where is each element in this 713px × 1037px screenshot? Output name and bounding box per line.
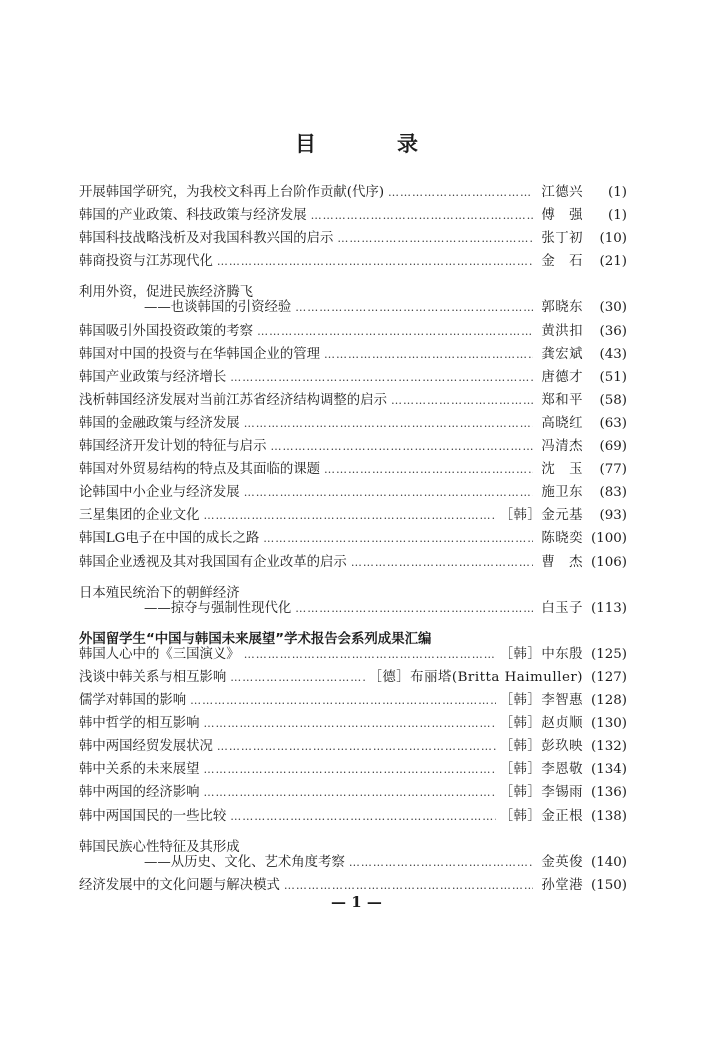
entry-page: (93) [599, 508, 627, 524]
entry-page: (138) [590, 808, 627, 824]
entry-title: 浅析韩国经济发展对当前江苏省经济结构调整的启示 [79, 392, 387, 408]
toc-list [79, 181, 627, 897]
entry-author: 孙堂港 [541, 877, 583, 893]
toc-entry[interactable] [79, 666, 627, 689]
toc-entry[interactable] [79, 574, 627, 601]
leader-dots [295, 296, 533, 319]
entry-title: 韩中哲学的相互影响 [79, 716, 200, 732]
entry-author: 沈 玉 [541, 462, 583, 478]
leader-dots [230, 366, 533, 389]
entry-title: 日本殖民统治下的朝鲜经济 [79, 585, 240, 601]
toc-entry[interactable] [79, 458, 627, 481]
entry-title: 韩国经济开发计划的特征与启示 [79, 439, 267, 455]
entry-author: 郑和平 [541, 392, 583, 408]
toc-entry[interactable] [79, 389, 627, 412]
toc-subentry[interactable] [79, 296, 627, 319]
leader-dots [257, 320, 533, 343]
leader-dots [263, 527, 533, 550]
entry-title: 韩国对中国的投资与在华韩国企业的管理 [79, 346, 321, 362]
entry-author: 江德兴 [541, 185, 583, 200]
entry-title: 韩国企业透视及其对我国国有企业改革的启示 [79, 554, 347, 570]
entry-author: ［韩］彭玖映 [499, 739, 583, 755]
entry-page: (43) [599, 346, 627, 362]
toc-entry[interactable] [79, 181, 627, 204]
leader-dots [204, 712, 496, 735]
entry-title: 浅谈中韩关系与相互影响 [79, 669, 227, 685]
leader-dots [204, 758, 496, 781]
toc-subentry[interactable] [79, 597, 627, 620]
entry-author: 高晓红 [541, 415, 583, 431]
entry-author: 陈晓奕 [541, 531, 583, 547]
entry-page: (140) [590, 854, 627, 870]
entry-page: (100) [590, 531, 627, 547]
leader-dots [244, 481, 533, 504]
entry-page: (128) [590, 693, 627, 709]
entry-author: ［韩］金正根 [499, 808, 583, 824]
toc-entry[interactable] [79, 481, 627, 504]
toc-entry[interactable] [79, 735, 627, 758]
toc-entry[interactable] [79, 273, 627, 301]
leader-dots [324, 458, 533, 481]
entry-author: 曹 杰 [541, 554, 583, 570]
leader-dots [349, 851, 533, 874]
entry-title: 韩中两国国民的一些比较 [79, 808, 227, 824]
leader-dots [391, 389, 533, 412]
toc-entry[interactable] [79, 689, 627, 712]
entry-page: (58) [599, 392, 627, 408]
entry-title: 三星集团的企业文化 [79, 508, 200, 524]
entry-page: (127) [590, 669, 627, 685]
toc-entry[interactable] [79, 643, 627, 666]
entry-title: 儒学对韩国的影响 [79, 693, 187, 709]
toc-entry[interactable] [79, 551, 627, 574]
leader-dots [324, 343, 533, 366]
entry-page: (106) [590, 554, 627, 570]
leader-dots [270, 435, 533, 458]
toc-section-heading[interactable] [79, 620, 627, 647]
leader-dots [311, 204, 533, 227]
entry-page: (113) [590, 600, 627, 616]
entry-title: 韩国的金融政策与经济发展 [79, 415, 240, 431]
leader-dots [435, 620, 533, 643]
toc-entry[interactable] [79, 320, 627, 343]
entry-title: ——掠夺与强制性现代化 [144, 600, 292, 616]
toc-entry[interactable] [79, 527, 627, 550]
toc-entry[interactable] [79, 366, 627, 389]
entry-page: (1) [608, 185, 627, 200]
entry-author: ［韩］金元基 [499, 508, 583, 524]
leader-dots [295, 597, 533, 620]
leader-dots [351, 551, 533, 574]
entry-author: ［德］布丽塔(Britta Haimuller) [368, 669, 583, 685]
entry-title: 外国留学生“中国与韩国未来展望”学术报告会系列成果汇编 [79, 631, 432, 647]
entry-author: 傅 强 [541, 208, 583, 224]
entry-page: (130) [590, 716, 627, 732]
entry-author: ［韩］李智惠 [499, 693, 583, 709]
entry-page: (132) [590, 739, 627, 755]
entry-title: 韩国产业政策与经济增长 [79, 369, 227, 385]
entry-author: ［韩］李恩敬 [499, 762, 583, 778]
entry-title: 韩中关系的未来展望 [79, 762, 200, 778]
entry-page: (134) [590, 762, 627, 778]
entry-title: 韩国科技战略浅析及对我国科教兴国的启示 [79, 231, 334, 247]
leader-dots [244, 828, 533, 851]
toc-entry[interactable] [79, 227, 627, 250]
entry-author: 施卫东 [541, 485, 583, 501]
leader-dots [244, 412, 533, 435]
leader-dots [217, 250, 533, 273]
entry-author: 金英俊 [541, 854, 583, 870]
leader-dots [337, 227, 533, 250]
page-number: — 1 — [331, 893, 382, 911]
leader-dots [388, 181, 533, 204]
leader-dots [230, 666, 364, 689]
entry-title: 韩国民族心性特征及其形成 [79, 839, 240, 855]
entry-page: (30) [599, 300, 627, 316]
leader-dots [204, 504, 496, 527]
toc-entry[interactable] [79, 343, 627, 366]
entry-page: (77) [599, 462, 627, 478]
entry-title: 韩国人心中的《三国演义》 [79, 646, 240, 662]
entry-title: ——从历史、文化、艺术角度考察 [144, 854, 345, 870]
entry-page: (21) [599, 254, 627, 270]
toc-entry[interactable] [79, 412, 627, 435]
entry-title: 论韩国中小企业与经济发展 [79, 485, 240, 501]
leader-dots [204, 781, 496, 804]
entry-author: ［韩］中东殷 [499, 646, 583, 662]
entry-title: 韩国LG电子在中国的成长之路 [79, 531, 260, 547]
entry-page: (51) [599, 369, 627, 385]
toc-entry[interactable] [79, 758, 627, 781]
toc-entry[interactable] [79, 435, 627, 458]
entry-title: 经济发展中的文化问题与解决模式 [79, 877, 280, 893]
entry-title: 开展韩国学研究，为我校文科再上台阶作贡献(代序) [79, 185, 385, 200]
entry-title: ——也谈韩国的引资经验 [144, 300, 292, 316]
toc-entry[interactable] [79, 805, 627, 828]
leader-dots [244, 574, 533, 597]
entry-page: (36) [599, 323, 627, 339]
entry-page: (10) [599, 231, 627, 247]
entry-page: (136) [590, 785, 627, 801]
entry-page: (125) [590, 646, 627, 662]
entry-page: (63) [599, 415, 627, 431]
leader-dots [230, 805, 495, 828]
entry-page: (69) [599, 439, 627, 455]
entry-title: 韩国吸引外国投资政策的考察 [79, 323, 254, 339]
toc-subentry[interactable] [79, 851, 627, 874]
entry-author: 冯清杰 [541, 439, 583, 455]
entry-author: 张丁初 [541, 231, 583, 247]
entry-page: (150) [590, 877, 627, 893]
page-title: 目 录 [295, 132, 448, 156]
entry-author: 金 石 [541, 254, 583, 270]
entry-author: 唐德才 [541, 369, 583, 385]
entry-title: 韩商投资与江苏现代化 [79, 254, 213, 270]
toc-entry[interactable] [79, 250, 627, 273]
toc-entry[interactable] [79, 781, 627, 804]
entry-author: 黄洪扣 [541, 323, 583, 339]
entry-title: 韩国的产业政策、科技政策与经济发展 [79, 208, 307, 224]
entry-author: 白玉子 [541, 600, 583, 616]
entry-author: 龚宏斌 [541, 346, 583, 362]
entry-author: ［韩］李锡雨 [499, 785, 583, 801]
entry-title: 韩中两国的经济影响 [79, 785, 200, 801]
entry-page: (83) [599, 485, 627, 501]
leader-dots [190, 689, 496, 712]
leader-dots [244, 643, 496, 666]
toc-entry[interactable] [79, 204, 627, 227]
entry-title: 韩中两国经贸发展状况 [79, 739, 213, 755]
entry-author: 郭晓东 [541, 300, 583, 316]
entry-title: 韩国对外贸易结构的特点及其面临的课题 [79, 462, 321, 478]
leader-dots [257, 273, 533, 296]
entry-title: 利用外资，促进民族经济腾飞 [79, 285, 254, 301]
toc-entry[interactable] [79, 504, 627, 527]
toc-entry[interactable] [79, 828, 627, 855]
toc-entry[interactable] [79, 712, 627, 735]
entry-author: ［韩］赵贞顺 [499, 716, 583, 732]
entry-page: (1) [608, 208, 627, 224]
leader-dots [217, 735, 496, 758]
